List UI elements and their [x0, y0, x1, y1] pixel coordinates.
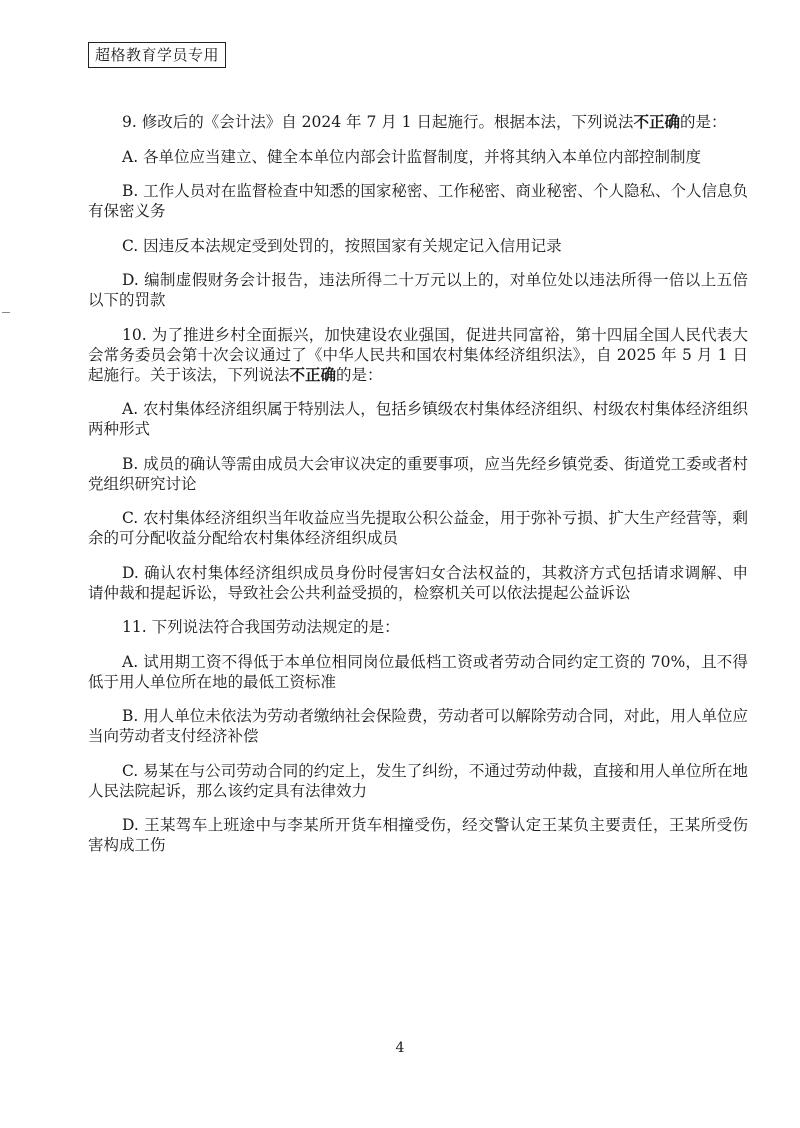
- page-number: 4: [395, 1040, 405, 1056]
- question-10-stem: [88, 325, 748, 385]
- stem-text: 9. 修改后的《会计法》自 2024 年 7 月 1 日起施行。根据本法，下列说法: [122, 113, 634, 131]
- question-11-option-a: A. 试用期工资不得低于本单位相同岗位最低档工资或者劳动合同约定工资的 70%，且不得低于用人单位所在地的最低工资标准: [88, 652, 748, 691]
- header-label: 超格教育学员专用: [88, 42, 226, 68]
- question-11-option-b: B. 用人单位未依法为劳动者缴纳社会保险费，劳动者可以解除劳动合同，对此，用人单位应当向劳动者支付经济补偿: [88, 707, 748, 745]
- stem-text: 11. 下列说法符合我国劳动法规定的是：: [122, 618, 400, 636]
- stem-text: 10. 为了推进乡村全面振兴，加快建设农业强国，促进共同富裕，第十四届全国人民代表大会常务委员会第十次会议通过了《中华人民共和国农村集体经济组织法》，自 2025 年 5 月 1 日起施行。关于该法，下列说法: [88, 325, 748, 384]
- question-9-option-a: A. 各单位应当建立、健全本单位内部会计监督制度，并将其纳入本单位内部控制制度: [122, 147, 702, 166]
- stem-emphasis: 不正确: [289, 364, 337, 384]
- question-9-stem: [88, 112, 748, 132]
- stem-emphasis: 不正确: [633, 112, 680, 131]
- question-9-option-b: B. 工作人员对在监督检查中知悉的国家秘密、工作秘密、商业秘密、个人隐私、个人信息负有保密义务: [88, 182, 748, 220]
- question-10-option-c: C. 农村集体经济组织当年收益应当先提取公积公益金，用于弥补亏损、扩大生产经营等，剩余的可分配收益分配给农村集体经济组织成员: [88, 509, 748, 547]
- question-10-option-d: D. 确认农村集体经济组织成员身份时侵害妇女合法权益的，其救济方式包括请求调解、申请仲裁和提起诉讼，导致社会公共利益受损的，检察机关可以依法提起公益诉讼: [88, 563, 748, 602]
- question-11-option-c: C. 易某在与公司劳动合同的约定上，发生了纠纷，不通过劳动仲裁，直接和用人单位所在地人民法院起诉，那么该约定具有法律效力: [88, 761, 748, 800]
- margin-mark: [2, 312, 10, 313]
- stem-tail: 的是：: [336, 365, 383, 384]
- question-9-option-c: C. 因违反本法规定受到处罚的，按照国家有关规定记入信用记录: [122, 236, 562, 255]
- question-11-option-d: D. 王某驾车上班途中与李某所开货车相撞受伤，经交警认定王某负主要责任，王某所受伤害构成工伤: [88, 816, 748, 854]
- question-9-option-d: D. 编制虚假财务会计报告，违法所得二十万元以上的，对单位处以违法所得一倍以上五倍以下的罚款: [88, 271, 748, 309]
- question-11-stem: [88, 617, 748, 637]
- question-10-option-a: A. 农村集体经济组织属于特别法人，包括乡镇级农村集体经济组织、村级农村集体经济组织两种形式: [88, 400, 748, 438]
- question-content: [88, 112, 748, 870]
- stem-tail: 的是：: [679, 113, 727, 131]
- question-10-option-b: B. 成员的确认等需由成员大会审议决定的重要事项，应当先经乡镇党委、街道党工委或者村党组织研究讨论: [88, 454, 748, 493]
